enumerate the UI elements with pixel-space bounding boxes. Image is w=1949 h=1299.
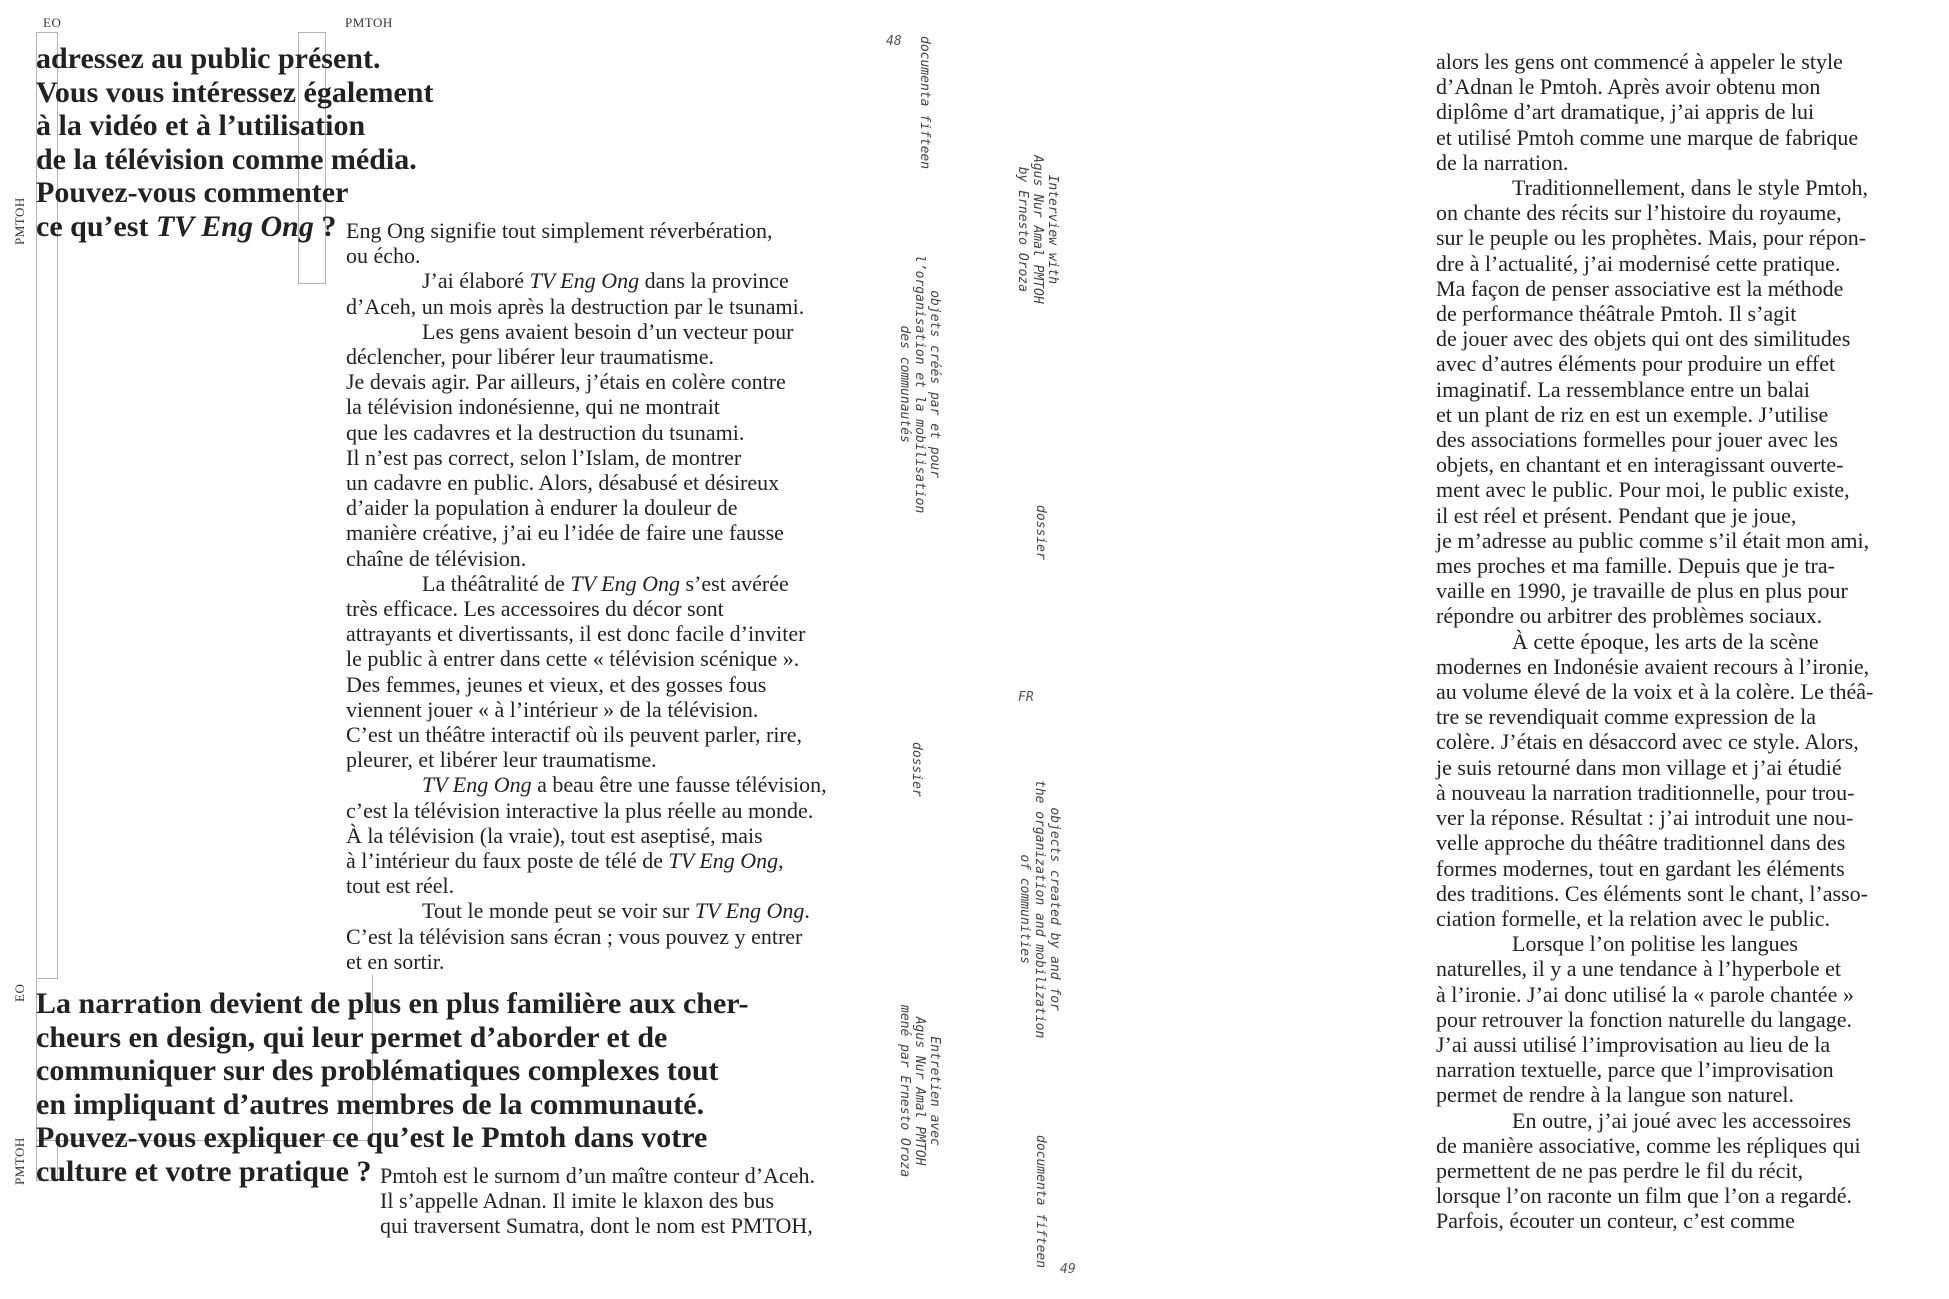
question-1-line: à la vidéo et à l’utilisation — [36, 109, 366, 142]
answer-line: Tout le monde peut se voir sur TV Eng Ong. — [422, 898, 810, 924]
answer-line: d’aider la population à endurer la douleur de — [346, 495, 738, 521]
answer-line: manière créative, j’ai eu l’idée de faire une fausse — [346, 520, 784, 546]
language-tag-fr: FR — [1018, 690, 1034, 705]
answer-line: À la télévision (la vraie), tout est aseptisé, mais — [346, 822, 763, 848]
question-1 — [36, 42, 433, 243]
answer-line: Il n’est pas correct, selon l’Islam, de montrer — [346, 444, 742, 470]
answer-line: Des femmes, jeunes et vieux, et des gosses fous — [346, 671, 767, 697]
body-line: alors les gens ont commencé à appeler le style — [1436, 49, 1843, 74]
body-line: colère. J’étais en désaccord avec ce style. Alors, — [1436, 729, 1859, 755]
label-side-pmtoh-1: PMTOH — [12, 197, 27, 245]
body-line: il est réel et présent. Pendant que je joue, — [1436, 502, 1797, 528]
body-line: objets, en chantant et en interagissant ouverte- — [1436, 452, 1844, 478]
running-head-documenta-left: documenta fifteen — [917, 36, 932, 170]
answer-line: Il s’appelle Adnan. Il imite le klaxon des bus — [380, 1188, 775, 1214]
body-line: À cette époque, les arts de la scène — [1512, 628, 1819, 654]
question-2 — [36, 987, 749, 1188]
answer-line: c’est la télévision interactive la plus réelle au monde. — [346, 797, 814, 823]
body-line: permettent de ne pas perdre le fil du récit, — [1436, 1157, 1804, 1183]
answer-line: Pmtoh est le surnom d’un maître conteur d’Aceh. — [380, 1163, 816, 1188]
body-line: on chante des récits sur l’histoire du royaume, — [1436, 200, 1842, 226]
body-line: dre à l’actualité, j’ai modernisé cette pratique. — [1436, 250, 1841, 276]
body-line: de performance théâtrale Pmtoh. Il s’agit — [1436, 301, 1797, 327]
body-line: modernes en Indonésie avaient recours à l’ironie, — [1436, 653, 1870, 679]
body-line: Traditionnellement, dans le style Pmtoh, — [1512, 175, 1869, 201]
answer-line: d’Aceh, un mois après la destruction par le tsunami. — [346, 293, 805, 319]
running-head-documenta-right: documenta fifteen — [1033, 1135, 1048, 1269]
answer-line: le public à entrer dans cette « télévision scénique ». — [346, 646, 800, 672]
body-line: des associations formelles pour jouer avec les — [1436, 427, 1838, 453]
answer-line: qui traversent Sumatra, dont le nom est PMTOH, — [380, 1213, 813, 1239]
answer-1 — [346, 218, 827, 974]
body-line: répondre ou arbitrer des problèmes sociaux. — [1436, 603, 1823, 629]
answer-line: pleurer, et libérer leur traumatisme. — [346, 747, 657, 773]
answer-line: La théâtralité de TV Eng Ong s’est avérée — [422, 570, 789, 596]
body-line: d’Adnan le Pmtoh. Après avoir obtenu mon — [1436, 74, 1821, 100]
right-page-text — [1436, 49, 1873, 1234]
question-2-line: La narration devient de plus en plus familière aux cher- — [36, 987, 749, 1020]
question-2-line: cheurs en design, qui leur permet d’aborder et de — [36, 1020, 668, 1054]
answer-line: ou écho. — [346, 243, 421, 269]
running-head-dossier-right: dossier — [1033, 505, 1048, 560]
body-line: En outre, j’ai joué avec les accessoires — [1512, 1107, 1852, 1133]
body-line: Ma façon de penser associative est la méthode — [1436, 275, 1844, 301]
body-line: ciation formelle, et la relation avec le public. — [1436, 905, 1830, 931]
answer-line: très efficace. Les accessoires du décor sont — [346, 596, 724, 622]
body-line: et utilisé Pmtoh comme une marque de fabrique — [1436, 124, 1859, 150]
body-line: Lorsque l’on politise les langues — [1512, 931, 1798, 957]
question-1-line: de la télévision comme média. — [36, 142, 417, 176]
body-line: vaille en 1990, je travaille de plus en plus pour — [1436, 578, 1848, 604]
body-line: ment avec le public. Pour moi, le public existe, — [1436, 477, 1850, 503]
body-line: permet de rendre à la langue son naturel. — [1436, 1082, 1794, 1108]
answer-line: attrayants et divertissants, il est donc facile d’inviter — [346, 621, 806, 647]
page-number-right: 49 — [1060, 1262, 1076, 1277]
running-head-objects-en: objects created by and for the organization and mobilization of communities — [1017, 780, 1062, 1039]
question-1-line: Pouvez-vous commenter — [36, 176, 349, 209]
answer-line: déclencher, pour libérer leur traumatisme. — [346, 344, 715, 370]
question-1-line: ce qu’est TV Eng Ong ? — [36, 209, 337, 243]
running-head-dossier-left: dossier — [909, 742, 924, 797]
answer-2 — [380, 1163, 815, 1239]
answer-line: J’ai élaboré TV Eng Ong dans la province — [422, 268, 789, 294]
answer-line: C’est la télévision sans écran ; vous pouvez y entrer — [346, 923, 803, 949]
running-head-objets-fr: objets créés par et pour l’organisation et la mobilisation des communautés — [897, 255, 942, 514]
body-line: Parfois, écouter un conteur, c’est comme — [1436, 1208, 1795, 1234]
body-line: à l’ironie. J’ai donc utilisé la « parole chantée » — [1436, 981, 1854, 1007]
question-2-line: communiquer sur des problématiques complexes tout — [36, 1054, 719, 1087]
body-line: de la narration. — [1436, 149, 1569, 175]
answer-line: à l’intérieur du faux poste de télé de TV Eng Ong, — [346, 848, 784, 874]
body-line: naturelles, il y a une tendance à l’hyperbole et — [1436, 956, 1841, 982]
body-line: et un plant de riz en est un exemple. J’utilise — [1436, 401, 1829, 427]
label-top-eo: EO — [43, 15, 62, 30]
body-line: ver la réponse. Résultat : j’ai introduit une nou- — [1436, 805, 1854, 831]
answer-line: C’est un théâtre interactif où ils peuvent parler, rire, — [346, 722, 803, 748]
label-side-eo: EO — [12, 983, 27, 1002]
body-line: des traditions. Ces éléments sont le chant, l’asso- — [1436, 880, 1868, 906]
running-head-entretien: Entretien avec Agus Nur Amal PMTOH mené par Ernesto Oroza — [897, 1005, 942, 1178]
page-number-left: 48 — [886, 34, 902, 49]
label-side-pmtoh-2: PMTOH — [12, 1137, 27, 1185]
answer-line: tout est réel. — [346, 873, 455, 899]
body-line: de manière associative, comme les répliques qui — [1436, 1132, 1861, 1158]
answer-line: la télévision indonésienne, qui ne montrait — [346, 394, 720, 420]
answer-line: un cadavre en public. Alors, désabusé et désireux — [346, 470, 780, 496]
body-line: pour retrouver la fonction naturelle du langage. — [1436, 1006, 1853, 1032]
body-line: diplôme d’art dramatique, j’ai appris de lui — [1436, 99, 1815, 125]
question-2-line: en impliquant d’autres membres de la communauté. — [36, 1087, 705, 1121]
question-1-line: adressez au public présent. — [36, 42, 381, 75]
answer-line: TV Eng Ong a beau être une fausse télévision, — [422, 772, 827, 798]
body-line: tre se revendiquait comme expression de la — [1436, 704, 1816, 730]
answer-line: que les cadavres et la destruction du tsunami. — [346, 419, 745, 445]
answer-line: Les gens avaient besoin d’un vecteur pour — [422, 318, 794, 344]
body-line: mes proches et ma famille. Depuis que je tra- — [1436, 553, 1835, 579]
answer-line: Je devais agir. Par ailleurs, j’étais en colère contre — [346, 369, 786, 395]
label-top-pmtoh: PMTOH — [345, 15, 393, 30]
body-line: au volume élevé de la voix et à la colère. Le théâ- — [1436, 679, 1874, 705]
body-line: formes modernes, tout en gardant les éléments — [1436, 855, 1845, 881]
body-line: velle approche du théâtre traditionnel dans des — [1436, 830, 1846, 856]
body-line: lorsque l’on raconte un film que l’on a regardé. — [1436, 1183, 1853, 1209]
question-2-line: culture et votre pratique ? — [36, 1154, 372, 1188]
body-line: sur le peuple ou les prophètes. Mais, pour répon- — [1436, 225, 1867, 251]
body-line: J’ai aussi utilisé l’improvisation au lieu de la — [1436, 1031, 1831, 1057]
body-line: narration textuelle, parce que l’improvisation — [1436, 1057, 1834, 1083]
body-line: je suis retourné dans mon village et j’ai étudié — [1436, 754, 1842, 780]
question-2-line: Pouvez-vous expliquer ce qu’est le Pmtoh dans votre — [36, 1121, 708, 1154]
body-line: à nouveau la narration traditionnelle, pour trou- — [1436, 779, 1855, 805]
running-head-interview-en: Interview with Agus Nur Amal PMTOH by Ernesto Oroza — [1015, 155, 1060, 304]
body-line: imaginatif. La ressemblance entre un balai — [1436, 376, 1810, 402]
question-1-line: Vous vous intéressez également — [36, 75, 434, 109]
body-line: de jouer avec des objets qui ont des similitudes — [1436, 326, 1851, 352]
answer-line: et en sortir. — [346, 948, 445, 974]
answer-line: chaîne de télévision. — [346, 545, 527, 571]
answer-line: Eng Ong signifie tout simplement réverbération, — [346, 218, 773, 243]
body-line: je m’adresse au public comme s’il était mon ami, — [1436, 527, 1870, 553]
body-line: avec d’autres éléments pour produire un effet — [1436, 351, 1836, 377]
answer-line: viennent jouer « à l’intérieur » de la télévision. — [346, 696, 759, 722]
